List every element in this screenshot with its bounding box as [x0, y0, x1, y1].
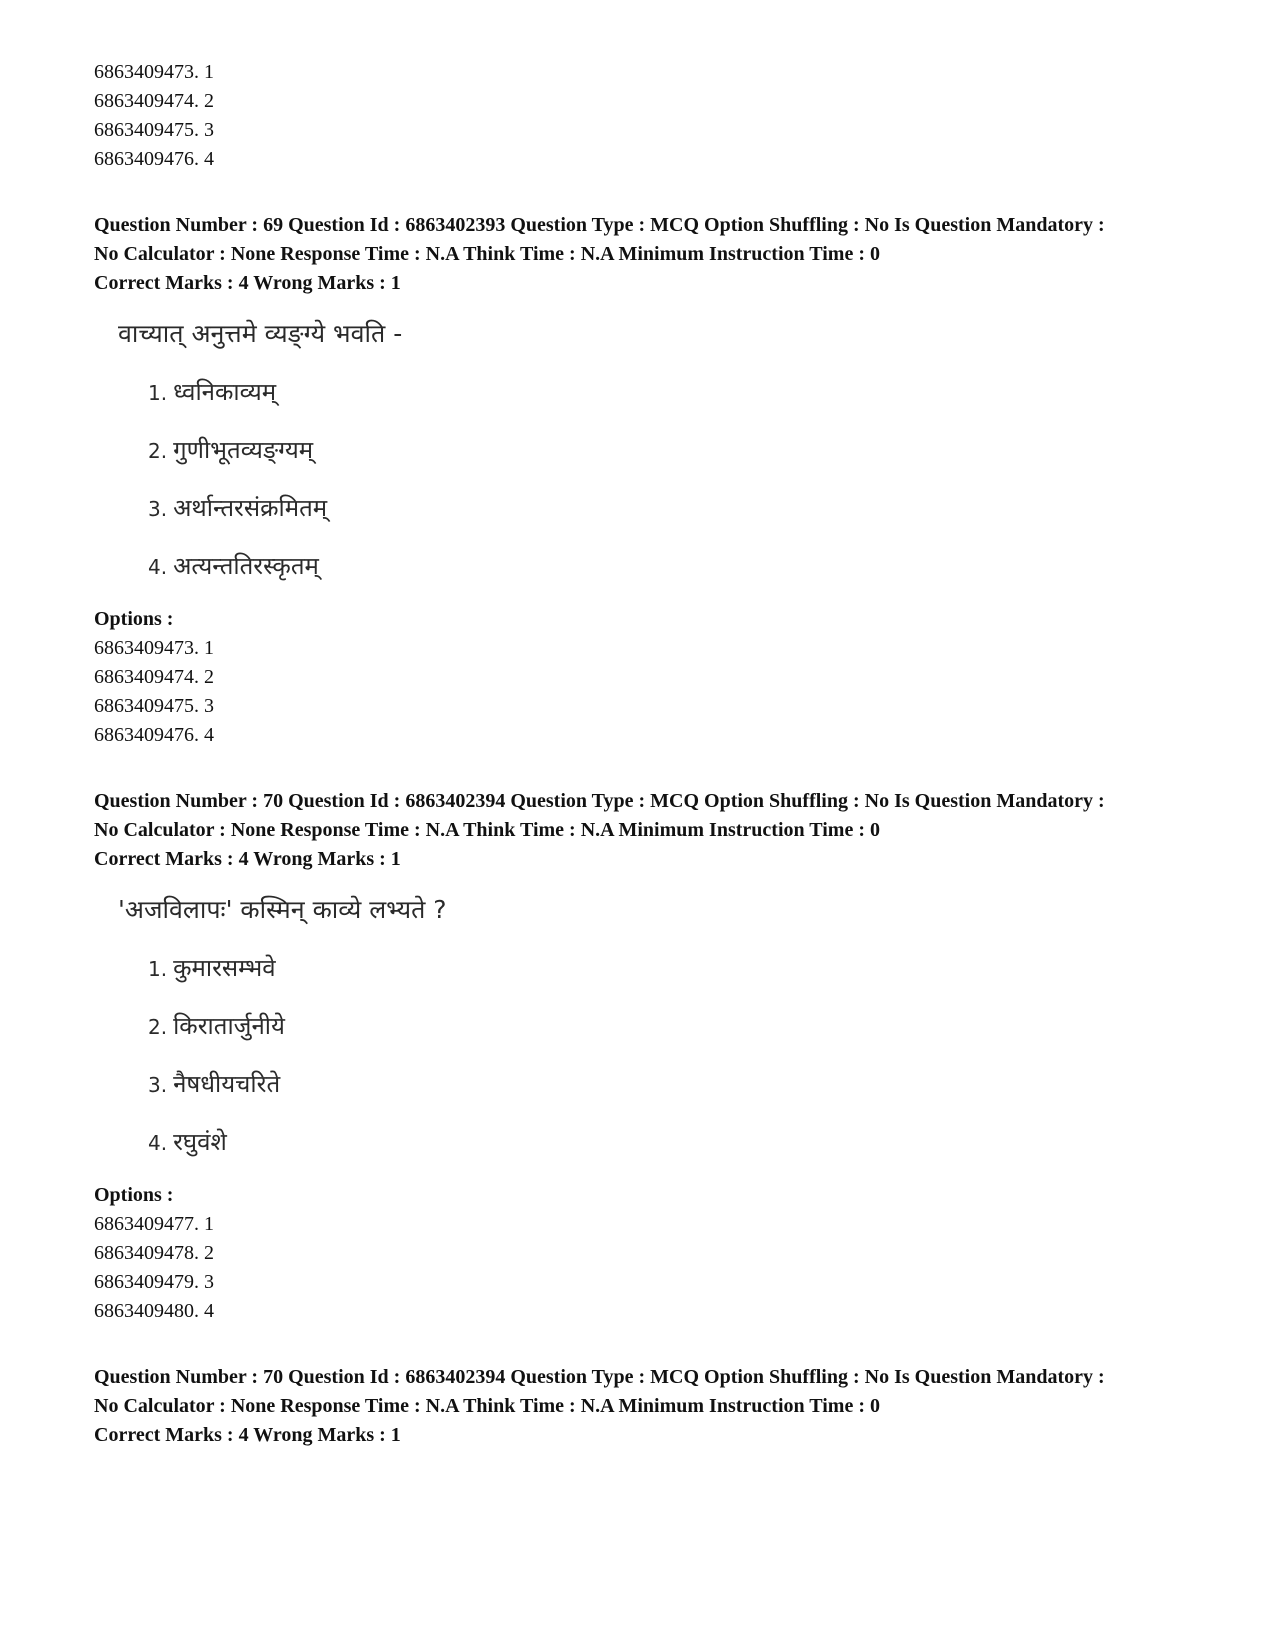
option-line: 6863409475. 3	[94, 695, 214, 717]
question-meta-line-1: Question Number : 69 Question Id : 6863402393 Question Type : MCQ Option Shuffling : No Is Question Mandatory :	[94, 214, 1105, 236]
option-line: 6863409478. 2	[94, 1242, 214, 1264]
option-line: 6863409475. 3	[94, 119, 214, 141]
option-line: 6863409479. 3	[94, 1271, 214, 1293]
option-line: 6863409476. 4	[94, 148, 214, 170]
choice-text: अर्थान्तरसंक्रमितम्	[173, 494, 328, 522]
document-page	[94, 58, 1214, 1450]
question-image	[118, 895, 1214, 1157]
choice-text: अत्यन्ततिरस्कृतम्	[173, 552, 319, 580]
option-line: 6863409474. 2	[94, 90, 214, 112]
question-text: वाच्यात् अनुत्तमे व्यङ्ग्ये भवति -	[118, 319, 403, 348]
choice-text: ध्वनिकाव्यम्	[173, 378, 277, 406]
question-block-70-repeat	[94, 1363, 1214, 1450]
question-block-70	[94, 787, 1214, 1326]
question-marks: Correct Marks : 4 Wrong Marks : 1	[94, 848, 401, 870]
question-image	[118, 319, 1214, 581]
option-line: 6863409474. 2	[94, 666, 214, 688]
choice-text: गुणीभूतव्यङ्ग्यम्	[173, 436, 314, 464]
choice-text: नैषधीयचरिते	[173, 1070, 281, 1098]
choice-text: रघुवंशे	[173, 1128, 227, 1156]
choice-text: किरातार्जुनीये	[173, 1012, 285, 1040]
option-line: 6863409480. 4	[94, 1300, 214, 1322]
options-label: Options :	[94, 608, 174, 630]
question-marks: Correct Marks : 4 Wrong Marks : 1	[94, 1424, 401, 1446]
choice-number: 3.	[148, 1073, 168, 1097]
question-choice	[148, 953, 1214, 983]
question-choice	[148, 435, 1214, 465]
options-label: Options :	[94, 1184, 174, 1206]
question-choice	[148, 1069, 1214, 1099]
question-marks: Correct Marks : 4 Wrong Marks : 1	[94, 272, 401, 294]
choice-number: 2.	[148, 439, 168, 463]
question-meta-line-1: Question Number : 70 Question Id : 6863402394 Question Type : MCQ Option Shuffling : No Is Question Mandatory :	[94, 790, 1105, 812]
question-meta-line-1: Question Number : 70 Question Id : 6863402394 Question Type : MCQ Option Shuffling : No Is Question Mandatory :	[94, 1366, 1105, 1388]
question-choice	[148, 493, 1214, 523]
question-choice	[148, 1127, 1214, 1157]
question-text: 'अजविलापः' कस्मिन् काव्ये लभ्यते ?	[118, 895, 447, 924]
question-meta-line-2: No Calculator : None Response Time : N.A Think Time : N.A Minimum Instruction Time : 0	[94, 1395, 880, 1417]
question-choice	[148, 1011, 1214, 1041]
choice-number: 4.	[148, 555, 168, 579]
question-meta-line-2: No Calculator : None Response Time : N.A Think Time : N.A Minimum Instruction Time : 0	[94, 819, 880, 841]
choice-number: 3.	[148, 497, 168, 521]
question-block-69	[94, 211, 1214, 750]
option-line: 6863409473. 1	[94, 61, 214, 83]
option-line: 6863409476. 4	[94, 724, 214, 746]
question-meta-line-2: No Calculator : None Response Time : N.A Think Time : N.A Minimum Instruction Time : 0	[94, 243, 880, 265]
question-choice	[148, 551, 1214, 581]
top-options-list	[94, 58, 1214, 174]
choice-number: 1.	[148, 381, 168, 405]
choice-text: कुमारसम्भवे	[173, 954, 276, 982]
option-line: 6863409477. 1	[94, 1213, 214, 1235]
choice-number: 4.	[148, 1131, 168, 1155]
choice-number: 2.	[148, 1015, 168, 1039]
question-choice	[148, 377, 1214, 407]
choice-number: 1.	[148, 957, 168, 981]
option-line: 6863409473. 1	[94, 637, 214, 659]
